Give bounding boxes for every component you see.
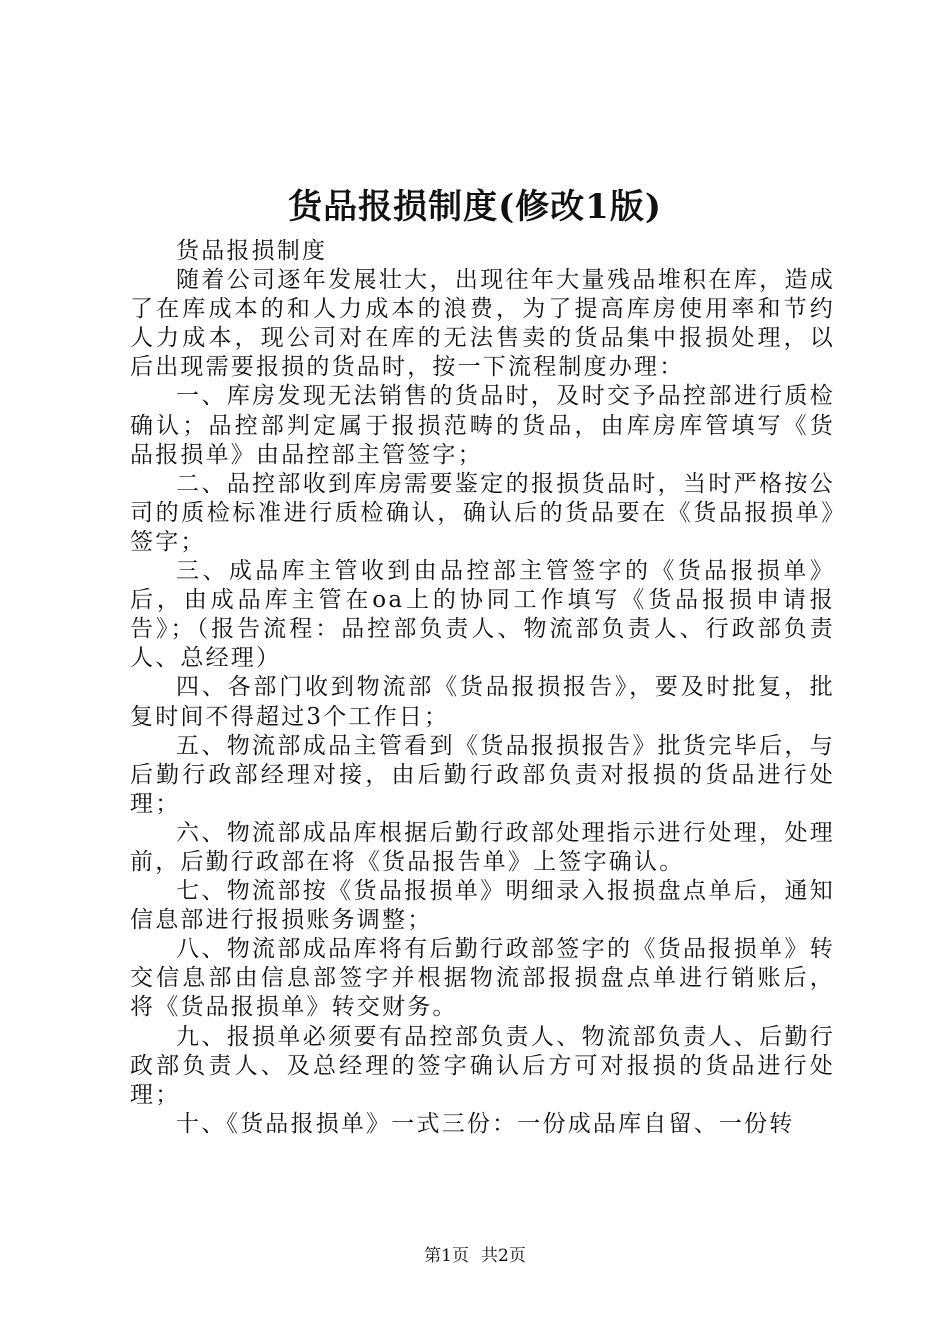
paragraph-item-9: 九、报损单必须要有品控部负责人、物流部负责人、后勤行政部负责人、及总经理的签字确认后方可对报损的货品进行处理； xyxy=(130,1023,835,1108)
paragraph-item-8: 八、物流部成品库将有后勤行政部签字的《货品报损单》转交信息部由信息部签字并根据物流部报损盘点单进行销账后，将《货品报损单》转交财务。 xyxy=(130,936,835,1021)
page-number-current: 第1页 xyxy=(424,1246,469,1266)
paragraph-item-3: 三、成品库主管收到由品控部主管签字的《货品报损单》后，由成品库主管在oa上的协同工作填写《货品报损申请报告》；（报告流程：品控部负责人、物流部负责人、行政部负责人、总经理） xyxy=(130,558,835,672)
document-title: 货品报损制度(修改1版) xyxy=(288,187,662,227)
paragraph-item-7: 七、物流部按《货品报损单》明细录入报损盘点单后，通知信息部进行报损账务调整； xyxy=(130,878,835,934)
paragraph-subtitle: 货品报损制度 xyxy=(176,238,328,264)
paragraph-item-1: 一、库房发现无法销售的货品时，及时交予品控部进行质检确认；品控部判定属于报损范畴的货品，由库房库管填写《货品报损单》由品控部主管签字； xyxy=(130,383,835,468)
paragraph-item-10: 十、《货品报损单》一式三份：一份成品库自留、一份转 xyxy=(176,1110,795,1137)
document-body xyxy=(130,237,835,1139)
paragraph-item-6: 六、物流部成品库根据后勤行政部处理指示进行处理，处理前，后勤行政部在将《货品报告单》上签字确认。 xyxy=(130,819,835,875)
page-footer xyxy=(0,1244,950,1268)
paragraph-intro: 随着公司逐年发展壮大，出现往年大量残品堆积在库，造成了在库成本的和人力成本的浪费，为了提高库房使用率和节约人力成本，现公司对在库的无法售卖的货品集中报损处理，以后出现需要报损的货品时，按一下流程制度办理： xyxy=(130,267,835,381)
page-number-total: 共2页 xyxy=(481,1246,526,1266)
paragraph-item-4: 四、各部门收到物流部《货品报损报告》，要及时批复，批复时间不得超过3个工作日； xyxy=(130,674,835,730)
paragraph-item-5: 五、物流部成品主管看到《货品报损报告》批货完毕后，与后勤行政部经理对接，由后勤行政部负责对报损的货品进行处理； xyxy=(130,732,835,817)
paragraph-item-2: 二、品控部收到库房需要鉴定的报损货品时，当时严格按公司的质检标准进行质检确认，确认后的货品要在《货品报损单》签字； xyxy=(130,470,835,555)
